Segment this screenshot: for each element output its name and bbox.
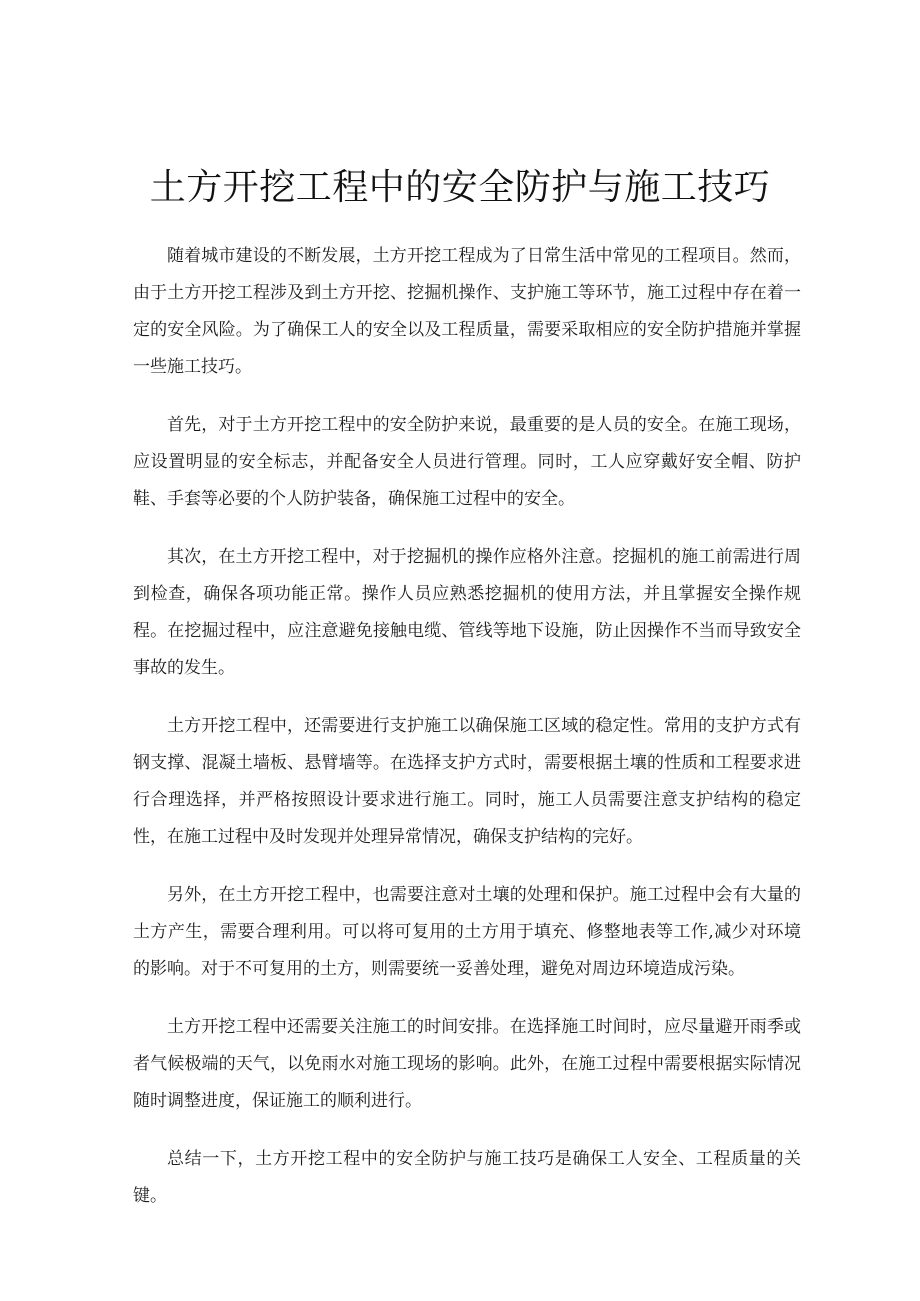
paragraph-intro: 随着城市建设的不断发展，土方开挖工程成为了日常生活中常见的工程项目。然而，由于土方开挖工程涉及到土方开挖、挖掘机操作、支护施工等环节，施工过程中存在着一定的安全风险。为了确保工人的安全以及工程质量，需要采取相应的安全防护措施并掌握一些施工技巧。 — [133, 246, 801, 377]
paragraph-personnel-safety: 首先，对于土方开挖工程中的安全防护来说，最重要的是人员的安全。在施工现场，应设置明显的安全标志，并配备安全人员进行管理。同时，工人应穿戴好安全帽、防护鞋、手套等必要的个人防护装备，确保施工过程中的安全。 — [133, 415, 801, 509]
paragraph-soil-handling: 另外，在土方开挖工程中，也需要注意对土壤的处理和保护。施工过程中会有大量的土方产生，需要合理利用。可以将可复用的土方用于填充、修整地表等工作,减少对环境的影响。对于不可复用的土方，则需要统一妥善处理，避免对周边环境造成污染。 — [133, 885, 801, 979]
paragraph-support-construction: 土方开挖工程中，还需要进行支护施工以确保施工区域的稳定性。常用的支护方式有钢支撑、混凝土墙板、悬臂墙等。在选择支护方式时，需要根据土壤的性质和工程要求进行合理选择，并严格按照设计要求进行施工。同时，施工人员需要注意支护结构的稳定性，在施工过程中及时发现并处理异常情况，确保支护结构的完好。 — [133, 716, 801, 847]
paragraph-excavator-operation: 其次，在土方开挖工程中，对于挖掘机的操作应格外注意。挖掘机的施工前需进行周到检查，确保各项功能正常。操作人员应熟悉挖掘机的使用方法，并且掌握安全操作规程。在挖掘过程中，应注意避免接触电缆、管线等地下设施，防止因操作不当而导致安全事故的发生。 — [133, 547, 801, 678]
document-title: 土方开挖工程中的安全防护与施工技巧 — [149, 167, 771, 208]
paragraph-scheduling: 土方开挖工程中还需要关注施工的时间安排。在选择施工时间时，应尽量避开雨季或者气候极端的天气，以免雨水对施工现场的影响。此外，在施工过程中需要根据实际情况随时调整进度，保证施工的顺利进行。 — [133, 1017, 801, 1111]
document-body — [133, 238, 801, 1215]
paragraph-summary: 总结一下，土方开挖工程中的安全防护与施工技巧是确保工人安全、工程质量的关键。 — [133, 1149, 801, 1206]
